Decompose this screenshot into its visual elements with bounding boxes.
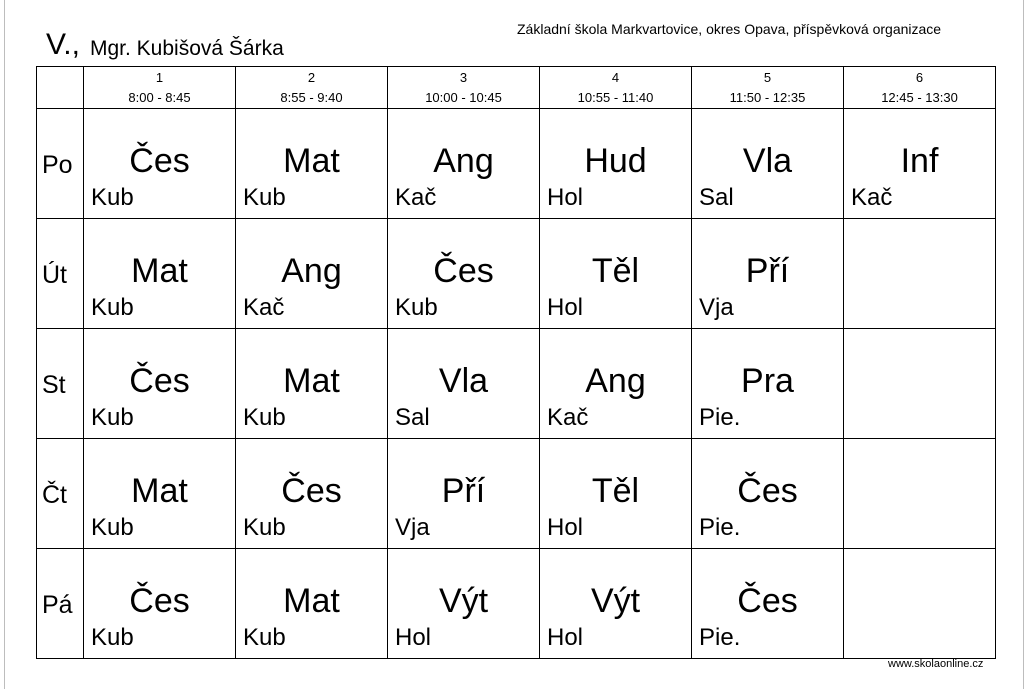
lesson-subject: Mat [131,472,188,510]
period-number: 5 [763,70,772,85]
lesson-cell [388,439,540,549]
lesson-subject: Pří [441,472,486,510]
lesson-teacher: Pie. [699,514,741,541]
lesson-subject: Ang [281,252,342,290]
page-edge-left [4,0,5,689]
school-name: Základní škola Markvartovice, okres Opava, příspěvková organizace [517,21,942,37]
lesson-cell [540,329,692,439]
lesson-teacher: Kub [243,404,286,431]
lesson-cell [692,109,844,219]
lesson-cell [236,439,388,549]
lesson-teacher: Hol [547,294,584,321]
corner-cell [37,67,84,109]
lesson-teacher: Hol [547,184,584,211]
day-row [37,439,996,549]
lesson-cell [84,549,236,659]
lesson-subject: Mat [283,142,340,180]
lesson-subject: Mat [283,582,340,620]
lesson-cell [236,219,388,329]
timetable-body [37,67,996,659]
lesson-subject: Vla [438,362,489,400]
day-cell [37,439,84,549]
lesson-teacher: Sal [699,184,734,211]
lesson-cell [84,219,236,329]
period-header-cell [388,67,540,109]
lesson-teacher: Sal [395,404,430,431]
period-header-cell [84,67,236,109]
day-label: Út [42,261,67,289]
lesson-teacher: Kub [243,184,286,211]
class-teacher-name: Mgr. Kubišová Šárka [90,37,284,60]
page-edge-right [1023,0,1024,689]
day-cell [37,109,84,219]
lesson-cell [844,219,996,329]
lesson-teacher: Kub [243,514,286,541]
period-number: 1 [155,70,164,85]
period-time: 10:00 - 10:45 [425,90,502,105]
period-time: 8:55 - 9:40 [280,90,343,105]
lesson-teacher: Kub [243,624,286,651]
period-header-cell [844,67,996,109]
timetable [36,66,996,659]
period-number: 4 [611,70,620,85]
lesson-teacher: Pie. [699,404,741,431]
period-number: 3 [459,70,468,85]
day-cell [37,219,84,329]
lesson-cell [540,439,692,549]
lesson-teacher: Hol [547,514,584,541]
lesson-cell [844,549,996,659]
lesson-subject: Pří [745,252,790,290]
period-time: 12:45 - 13:30 [881,90,958,105]
period-number: 6 [915,70,924,85]
lesson-cell [692,329,844,439]
lesson-cell [236,109,388,219]
lesson-cell [844,329,996,439]
lesson-subject: Výt [438,582,489,620]
lesson-cell [540,219,692,329]
lesson-teacher: Kub [91,514,134,541]
lesson-teacher: Hol [547,624,584,651]
lesson-cell [692,219,844,329]
lesson-subject: Čes [129,362,190,400]
lesson-subject: Mat [131,252,188,290]
lesson-cell [540,109,692,219]
lesson-subject: Čes [737,472,798,510]
lesson-teacher: Vja [699,294,734,321]
day-label: Pá [42,591,73,619]
lesson-teacher: Kač [243,294,285,321]
lesson-cell [844,109,996,219]
lesson-cell [388,109,540,219]
lesson-subject: Ang [433,142,494,180]
lesson-subject: Výt [590,582,641,620]
lesson-teacher: Kač [547,404,589,431]
day-cell [37,329,84,439]
period-header-row [37,67,996,109]
footer-url: www.skolaonline.cz [888,658,984,670]
day-row [37,219,996,329]
lesson-subject: Pra [741,362,794,400]
lesson-subject: Vla [742,142,793,180]
period-header-cell [540,67,692,109]
day-row [37,109,996,219]
lesson-cell [84,439,236,549]
lesson-subject: Čes [737,582,798,620]
period-time: 11:50 - 12:35 [729,90,806,105]
lesson-cell [540,549,692,659]
lesson-cell [236,549,388,659]
lesson-cell [844,439,996,549]
lesson-subject: Čes [129,582,190,620]
lesson-teacher: Kač [395,184,437,211]
lesson-subject: Mat [283,362,340,400]
day-cell [37,549,84,659]
day-label: Čt [42,481,67,509]
lesson-teacher: Hol [395,624,432,651]
lesson-cell [388,219,540,329]
period-time: 10:55 - 11:40 [577,90,654,105]
day-row [37,549,996,659]
day-label: St [42,371,66,399]
lesson-cell [692,439,844,549]
day-label: Po [42,151,73,179]
lesson-teacher: Kub [91,294,134,321]
lesson-teacher: Kub [395,294,438,321]
lesson-teacher: Kub [91,184,134,211]
period-number: 2 [307,70,316,85]
lesson-teacher: Kub [91,404,134,431]
lesson-subject: Čes [281,472,342,510]
lesson-cell [84,329,236,439]
lesson-subject: Těl [591,252,640,290]
period-time: 8:00 - 8:45 [128,90,191,105]
lesson-subject: Těl [591,472,640,510]
lesson-cell [388,329,540,439]
lesson-subject: Čes [129,142,190,180]
lesson-teacher: Kub [91,624,134,651]
lesson-teacher: Kač [851,184,893,211]
lesson-subject: Ang [585,362,646,400]
class-name: V., [46,28,80,61]
lesson-cell [692,549,844,659]
lesson-subject: Čes [433,252,494,290]
period-header-cell [692,67,844,109]
lesson-teacher: Vja [395,514,430,541]
lesson-subject: Inf [900,142,939,180]
lesson-subject: Hud [584,142,647,180]
lesson-cell [84,109,236,219]
lesson-cell [388,549,540,659]
day-row [37,329,996,439]
period-header-cell [236,67,388,109]
lesson-cell [236,329,388,439]
lesson-teacher: Pie. [699,624,741,651]
